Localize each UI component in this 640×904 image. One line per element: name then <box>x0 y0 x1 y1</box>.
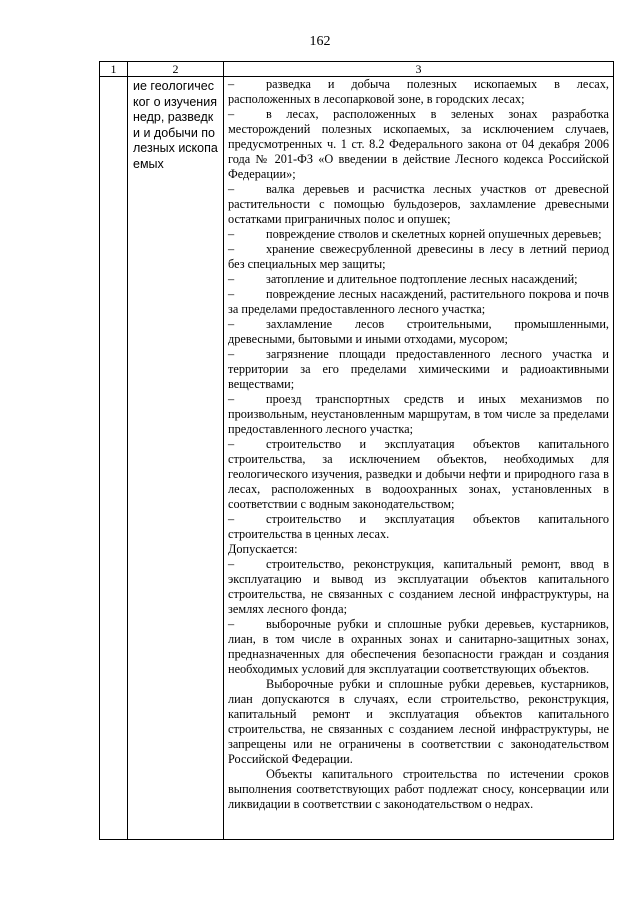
list-item-text: проезд транспортных средств и иных механизмов по произвольным, неустановленным маршрутам, в том числе за пределами предоставленного лесного участка; <box>228 392 609 436</box>
list-item-text: хранение свежесрубленной древесины в лесу в летний период без специальных мер защиты; <box>228 242 609 271</box>
column-header-3: 3 <box>224 62 614 77</box>
list-item <box>228 77 609 107</box>
dash-marker: – <box>228 557 235 571</box>
dash-marker: – <box>228 317 235 331</box>
dash-marker: – <box>228 272 235 286</box>
list-item <box>228 227 609 242</box>
column-header-1: 1 <box>100 62 128 77</box>
list-item <box>228 317 609 347</box>
dash-marker: – <box>228 392 235 406</box>
rules-list <box>228 77 609 812</box>
dash-marker: – <box>228 77 235 91</box>
list-item-text: повреждение лесных насаждений, растительного покрова и почв за пределами предоставленного лесного участка; <box>228 287 609 316</box>
list-item-text: повреждение стволов и скелетных корней опушечных деревьев; <box>266 227 602 241</box>
list-item-text: выборочные рубки и сплошные рубки деревьев, кустарников, лиан, в том числе в охранных зонах и санитарно-защитных зонах, предназначенных для обеспечения безопасности граждан и создания необходимых условий для эксплуатации соответствующих объектов. <box>228 617 609 676</box>
table-row <box>100 77 614 840</box>
list-item <box>228 347 609 392</box>
list-item <box>228 617 609 677</box>
list-item <box>228 437 609 512</box>
list-item-text: строительство и эксплуатация объектов капитального строительства, за исключением объектов, необходимых для геологического изучения, разведки и добычи нефти и природного газа в лесах, расположенных в водоохранных зонах, установленных в соответствии с водным законодательством; <box>228 437 609 511</box>
page-number: 162 <box>309 34 331 49</box>
dash-marker: – <box>228 182 235 196</box>
dash-marker: – <box>228 512 235 526</box>
dash-marker: – <box>228 227 235 241</box>
list-item-text: строительство, реконструкция, капитальный ремонт, ввод в эксплуатацию и вывод из эксплуатации объектов капитального строительства, не связанных с созданием лесной инфраструктуры, на землях лесного фонда; <box>228 557 609 616</box>
list-item <box>228 242 609 272</box>
activity-type-cell: ие геологическог о изучения недр, разведки и добычи полезных ископаемых <box>128 77 224 840</box>
list-item <box>228 272 609 287</box>
dash-marker: – <box>228 437 235 451</box>
dash-marker: – <box>228 617 235 631</box>
table-header-row <box>100 62 614 77</box>
paragraph: Выборочные рубки и сплошные рубки деревьев, кустарников, лиан допускаются в случаях, если строительство, реконструкция, капитальный ремонт и эксплуатация объектов капитального строительства, не связанных с созданием лесной инфраструктуры, не запрещены или не ограничены в соответствии с законодательством Российской Федерации. <box>228 677 609 766</box>
dash-marker: – <box>228 287 235 301</box>
column-header-2: 2 <box>128 62 224 77</box>
section-label: Допускается: <box>228 542 298 556</box>
list-item <box>228 287 609 317</box>
dash-marker: – <box>228 347 235 361</box>
list-item-text: загрязнение площади предоставленного лесного участка и территории за его пределами химическими и радиоактивными веществами; <box>228 347 609 391</box>
list-item <box>228 557 609 617</box>
list-item <box>228 107 609 182</box>
regulations-table <box>99 61 614 840</box>
list-item-text: разведка и добыча полезных ископаемых в лесах, расположенных в лесопарковой зоне, в городских лесах; <box>228 77 609 106</box>
list-item <box>228 392 609 437</box>
list-item-text: в лесах, расположенных в зеленых зонах разработка месторождений полезных ископаемых, за исключением случаев, предусмотренных ч. 1 ст. 8.2 Федерального закона от 04 декабря 2006 года № 201-ФЗ «О введении в действие Лесного кодекса Российской Федерации»; <box>228 107 609 181</box>
list-item <box>228 182 609 227</box>
rules-cell <box>224 77 614 840</box>
row-number-cell <box>100 77 128 840</box>
list-item-text: строительство и эксплуатация объектов капитального строительства в ценных лесах. <box>228 512 609 541</box>
list-item-text: валка деревьев и расчистка лесных участков от древесной растительности с помощью бульдозеров, захламление древесными остатками приграничных полос и опушек; <box>228 182 609 226</box>
list-item-text: захламление лесов строительными, промышленными, древесными, бытовыми и иными отходами, мусором; <box>228 317 609 346</box>
dash-marker: – <box>228 107 235 121</box>
list-item-text: затопление и длительное подтопление лесных насаждений; <box>266 272 578 286</box>
paragraph: Объекты капитального строительства по истечении сроков выполнения соответствующих работ подлежат сносу, консервации или ликвидации в соответствии с законодательством о недрах. <box>228 767 609 811</box>
list-item <box>228 512 609 542</box>
dash-marker: – <box>228 242 235 256</box>
